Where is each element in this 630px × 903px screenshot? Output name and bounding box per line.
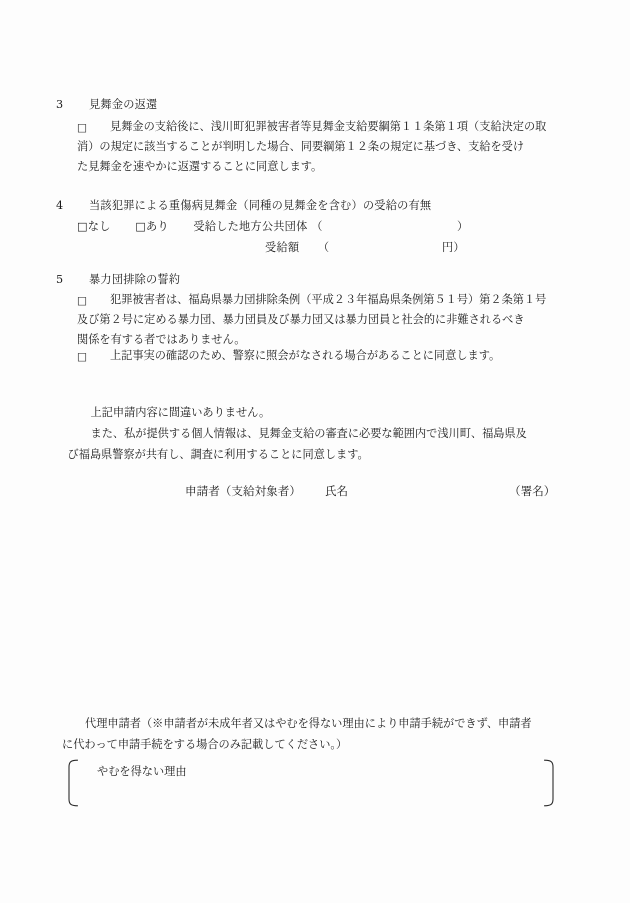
section-4-number: 4: [56, 199, 64, 212]
section-3-number: 3: [56, 98, 64, 111]
reason-input-area[interactable]: [86, 781, 536, 803]
section-4-field2-open-paren: （: [317, 241, 330, 254]
section-3-line-1: 見舞金の支給後に、浅川町犯罪被害者等見舞金支給要綱第１１条第１項（支給決定の取: [110, 120, 547, 133]
section-4-amount-row: [265, 238, 329, 260]
section-4-field2-close-paren: ）: [453, 241, 465, 254]
section-3-line-2: 消）の規定に該当することが判明した場合、同要綱第１２条の規定に基づき、支給を受け: [77, 140, 525, 154]
section-4-field2-unit: 円: [442, 241, 454, 254]
section-4-field2-label: 受給額: [265, 241, 300, 254]
section-3-line-3: た見舞金を速やかに返還することに同意します。: [77, 160, 323, 174]
section-5-clause-2-text: [77, 346, 571, 366]
section-5: [56, 270, 576, 292]
applicant-label-text: 申請者（支給対象者）: [185, 484, 301, 498]
section-3-checkbox[interactable]: □: [77, 121, 88, 134]
section-5-c1-line-2: 及び第２号に定める暴力団、暴力団員及び暴力団又は暴力団員と社会的に非難されるべき: [77, 313, 525, 327]
consent-line-3: び福島県警察が共有し、調査に利用することに同意します。: [67, 448, 369, 461]
section-5-number: 5: [56, 273, 64, 286]
section-4-title: 当該犯罪による重傷病見舞金（同種の見舞金を含む）の受給の有無: [89, 199, 432, 212]
left-bracket-path: [69, 760, 78, 806]
section-4-checkbox-none[interactable]: □なし: [77, 220, 111, 233]
section-5-c2-line-1: 上記事実の確認のため、警察に照会がなされる場合があることに同意します。: [110, 349, 501, 362]
section-4-field1-open-paren: （: [311, 220, 323, 233]
section-5-clause-2-checkbox[interactable]: □: [77, 350, 88, 363]
section-5-title: 暴力団排除の誓約: [89, 273, 181, 286]
consent-paragraph: [67, 402, 579, 465]
signature-name-input[interactable]: [300, 482, 500, 502]
section-3-title: 見舞金の返還: [89, 98, 158, 111]
agent-note-line-1: 代理申請者（※申請者が未成年者又はやむを得ない理由により申請手続ができず、申請者: [85, 717, 532, 730]
reason-bracket-box: [64, 759, 558, 807]
section-5-c1-line-3: 関係を有する者ではありません。: [77, 333, 246, 347]
section-4-amount-input[interactable]: [330, 238, 440, 256]
section-4-organization-input[interactable]: [264, 217, 454, 235]
section-4-field1-close-paren: ）: [457, 220, 469, 233]
section-4-field1-close-wrap: [457, 217, 468, 239]
right-bracket-path: [545, 760, 554, 806]
section-5-c1-line-1: 犯罪被害者は、福島県暴力団排除条例（平成２３年福島県条例第５１号）第２条第１号: [110, 293, 547, 306]
agent-applicant-note: [62, 714, 582, 755]
agent-note-line-2: に代わって申請手続をする場合のみ記載してください。）: [62, 737, 348, 751]
signature-seal-label: （署名）: [509, 484, 556, 498]
consent-line-1: 上記申請内容に間違いありません。: [90, 406, 271, 419]
signature-name-label: 氏名: [324, 484, 349, 498]
consent-line-2: また、私が提供する個人情報は、見舞金支給の審査に必要な範囲内で浅川町、福島県及: [90, 427, 527, 440]
section-5-clause-1-checkbox[interactable]: □: [77, 294, 88, 307]
section-4-field1-label: 受給した地方公共団体: [193, 220, 308, 233]
section-3: [56, 95, 576, 117]
section-4: [56, 196, 576, 218]
section-4-amount-unit-wrap: [442, 238, 465, 260]
reason-label: やむを得ない理由: [97, 765, 187, 778]
section-3-clause-text: [77, 117, 571, 178]
section-4-checkbox-yes[interactable]: □あり: [135, 220, 169, 233]
section-5-clause-1-text: [77, 290, 571, 351]
